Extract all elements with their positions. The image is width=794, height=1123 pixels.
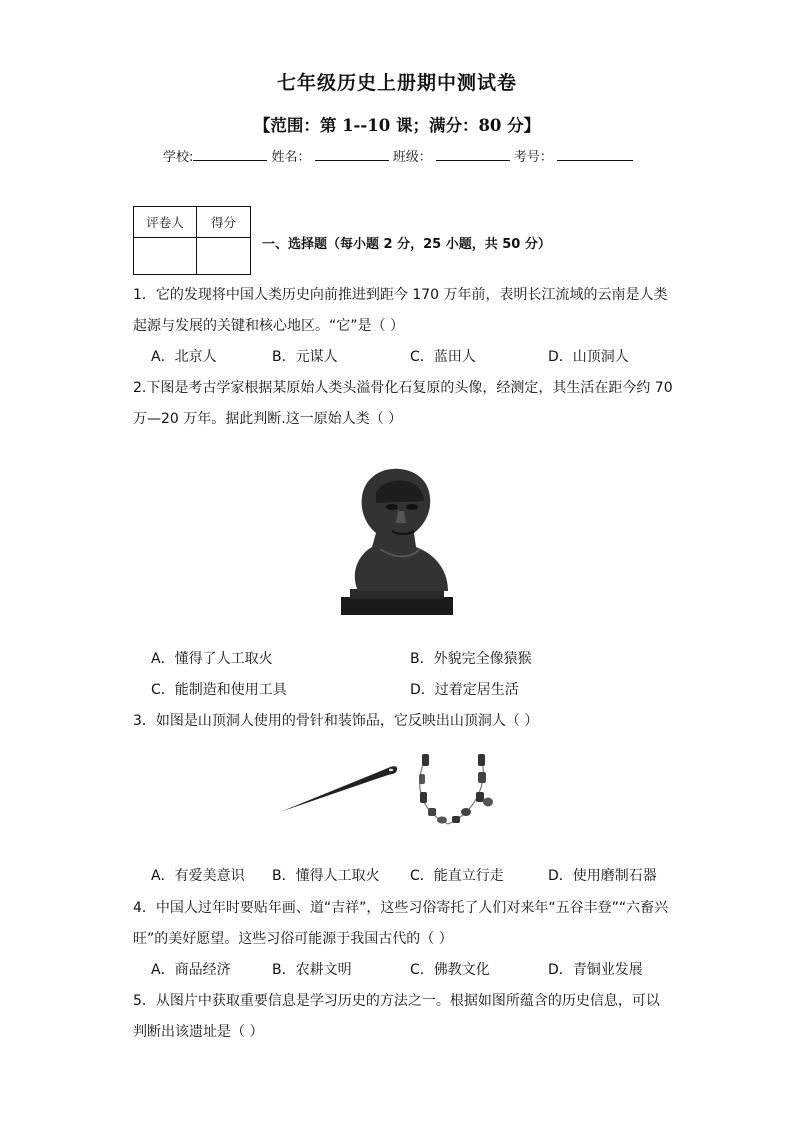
question-3-option-a[interactable]: A．有爱美意识	[151, 868, 245, 884]
ornament-necklace-image	[404, 752, 500, 836]
question-1-option-a[interactable]: A．北京人	[151, 349, 217, 365]
bone-needle-image	[276, 750, 400, 816]
grader-cell[interactable]	[134, 238, 197, 275]
question-3-option-d[interactable]: D．使用磨制石器	[548, 868, 657, 884]
name-blank[interactable]	[315, 148, 389, 161]
exam-scope: 【范围：第 1--10 课；满分：80 分】	[253, 116, 541, 135]
score-table	[133, 206, 251, 275]
number-blank[interactable]	[557, 148, 633, 161]
question-4-option-b[interactable]: B．农耕文明	[272, 962, 352, 978]
question-2-option-a[interactable]: A．懂得了人工取火	[151, 651, 273, 667]
question-5-line-1: 5．从图片中获取重要信息是学习历史的方法之一。根据如图所蕴含的历史信息，可以	[133, 993, 660, 1009]
section-heading: 一、选择题（每小题 2 分，25 小题，共 50 分）	[262, 237, 551, 252]
number-label: 考号：	[513, 150, 553, 165]
school-blank[interactable]	[193, 148, 267, 161]
question-5-line-2: 判断出该遗址是（ ）	[133, 1024, 264, 1040]
question-3-option-c[interactable]: C．能直立行走	[410, 868, 504, 884]
exam-title: 七年级历史上册期中测试卷	[276, 72, 517, 94]
school-label: 学校:	[163, 150, 194, 165]
score-header: 得分	[197, 207, 251, 238]
question-1-line-1: 1．它的发现将中国人类历史向前推进到距今 170 万年前，表明长江流域的云南是人类	[133, 287, 668, 303]
hominid-bust-image	[336, 463, 458, 617]
question-1-option-d[interactable]: D．山顶洞人	[548, 349, 629, 365]
question-2-line-1: 2.下图是考古学家根据某原始人类头溢骨化石复原的头像，经测定，其生活在距今约 70	[133, 380, 673, 396]
question-4-option-a[interactable]: A．商品经济	[151, 962, 231, 978]
question-1-option-b[interactable]: B．元谋人	[272, 349, 338, 365]
score-cell[interactable]	[197, 238, 251, 275]
question-4-option-d[interactable]: D．青铜业发展	[548, 962, 643, 978]
question-2-line-2: 万—20 万年。据此判断.这一原始人类（ ）	[133, 411, 403, 427]
question-4-line-2: 旺”的美好愿望。这些习俗可能源于我国古代的（ ）	[133, 931, 453, 947]
grader-header: 评卷人	[134, 207, 197, 238]
question-1-line-2: 起源与发展的关键和核心地区。“它”是（ ）	[133, 318, 404, 334]
question-4-line-1: 4．中国人过年时要贴年画、道“吉祥”，这些习俗寄托了人们对来年“五谷丰登”“六畜兴	[133, 900, 669, 916]
question-2-option-c[interactable]: C．能制造和使用工具	[151, 682, 287, 698]
question-3-option-b[interactable]: B．懂得人工取火	[272, 868, 380, 884]
question-1-option-c[interactable]: C．蓝田人	[410, 349, 476, 365]
student-info-line	[163, 146, 633, 165]
class-blank[interactable]	[436, 148, 510, 161]
question-4-option-c[interactable]: C．佛教文化	[410, 962, 490, 978]
question-2-option-b[interactable]: B．外貌完全像猿猴	[410, 651, 532, 667]
question-2-option-d[interactable]: D．过着定居生活	[410, 682, 519, 698]
name-label: 姓名：	[271, 150, 311, 165]
question-3-line-1: 3．如图是山顶洞人使用的骨针和装饰品，它反映出山顶洞人（ ）	[133, 713, 539, 729]
class-label: 班级：	[392, 150, 432, 165]
